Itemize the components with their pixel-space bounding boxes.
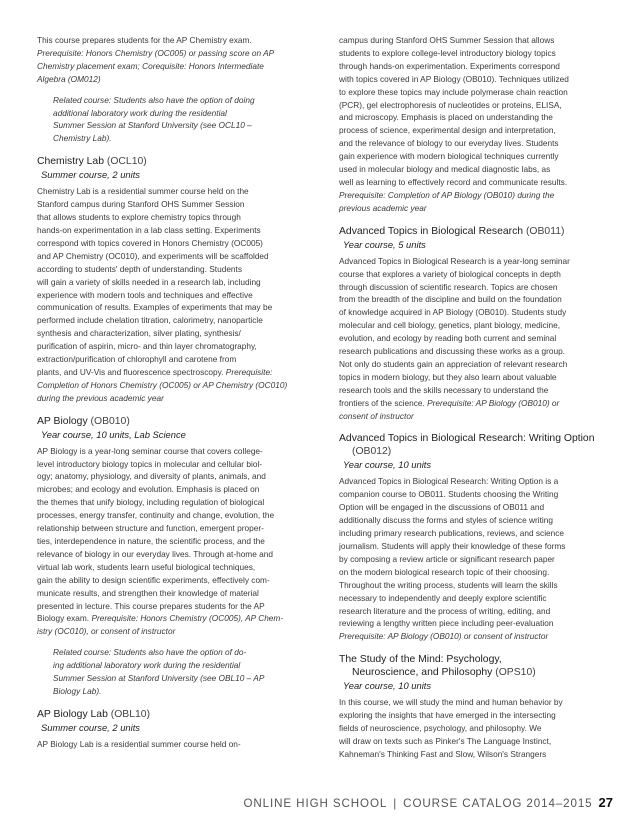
course-subtitle-study-of-mind: Year course, 10 units	[343, 680, 432, 692]
course-subtitle-writing-option: Year course, 10 units	[343, 459, 432, 471]
course-subtitle-ap-biology: Year course, 10 units, Lab Science	[41, 428, 186, 440]
course-title-study-of-mind: The Study of the Mind: Psychology, Neuroscience, and Philosophy (OPS10)	[339, 654, 536, 679]
course-body-study-of-mind: In this course, we will study the mind and human behavior by exploring the insights that have emerged in the intersecting fields of neuroscience, psychology, and philosophy. We will draw on texts such as Pinker's The Language Instinct, Kahneman's Thinking Fast and Slow, Wilson's Strangers	[339, 697, 563, 759]
course-body-continued: campus during Stanford OHS Summer Session that allows students to explore college-level introductory biology topics through hands-on experimentation. Experiments correspond with topics covered in AP Biology (OB010). Techniques utilized to explore these topics may include polymerase chain reaction (PCR), gel electrophoresis of nucleotides or proteins, ELISA, and microscopy. Emphasis is placed on understanding the process of science, experimental design and interpretation, and the relevance of biology to our everyday lives. Students gain experience with modern biological techniques currently used in molecular biology and medical diagnostic labs, as well as learning to effectively record and communicate results. Prerequisite: Completion of AP Biology (OB010) during the previous academic year	[339, 35, 569, 213]
page-footer	[243, 795, 613, 810]
course-title-ap-biology: AP Biology (OB010)	[37, 415, 130, 427]
course-subtitle-ap-biology-lab: Summer course, 2 units	[41, 721, 140, 733]
course-body-advanced-topics: Advanced Topics in Biological Research is a year-long seminar course that explores a variety of biological concepts in depth through discussion of scientific research. Topics are chosen from the breadth of the discipline and build on the foundation of knowledge acquired in AP Biology (OB010). Students study molecular and cell biology, genetics, plant biology, medicine, evolution, and ecology by reading both current and seminal research publications and discussing these works as a group. Not only do students gain an appreciation of relevant research topics in modern biology, but they also learn about valuable research tools and the skills necessary to understand the frontiers of the science. Prerequisite: AP Biology (OB010) or consent of instructor	[339, 255, 570, 421]
related-course-note: Related course: Students also have the option of doing additional laboratory work during the residential Summer Session at Stanford University (see OCL10 – Chemistry Lab).	[53, 94, 255, 144]
course-title-advanced-topics: Advanced Topics in Biological Research (OB011)	[339, 225, 565, 237]
course-subtitle-advanced-topics: Year course, 5 units	[343, 238, 426, 250]
left-column	[37, 34, 295, 751]
right-column	[339, 34, 597, 761]
course-subtitle-chemistry-lab: Summer course, 2 units	[41, 169, 140, 181]
course-title-chemistry-lab: Chemistry Lab (OCL10)	[37, 156, 147, 168]
footer-separator: |	[393, 797, 398, 810]
course-title-ap-biology-lab: AP Biology Lab (OBL10)	[37, 708, 151, 720]
course-body-ap-biology-lab: AP Biology Lab is a residential summer course held on-	[37, 738, 241, 749]
footer-school: ONLINE HIGH SCHOOL	[243, 797, 388, 810]
course-body-chemistry-lab: Chemistry Lab is a residential summer course held on the Stanford campus during Stanford OHS Summer Session that allows students to explore chemistry topics through hands-on experimentation in a lab class setting. Experiments correspond with topics covered in Honors Chemistry (OC005) and AP Chemistry (OC010), and experiments will be scaffolded according to students' depth of understanding. Students will gain a variety of skills needed in a research lab, including experience with modern tools and techniques and effective communication of results. Examples of experiments that may be performed include chelation titration, calorimetry, nanoparticle synthesis and characterization, silver plating, synthesis/ purification of aspirin, micro- and thin layer chromatography, extraction/purification of chlorophyll and carotene from plants, and UV-Vis and fluorescence spectroscopy. Prerequisite: Completion of Honors Chemistry (OC005) or AP Chemistry (OC010) during the previous academic year	[37, 186, 288, 403]
intro-prerequisite: Prerequisite: Honors Chemistry (OC005) or passing score on AP Chemistry placement exam; Corequisite: Honors Intermediate Algebra (OM012)	[37, 47, 275, 84]
course-body-ap-biology: AP Biology is a year-long seminar course that covers college- level introductory biology topics in molecular and cellular biol- ogy; anatomy, physiology, and diversity of plants, animals, and microbes; and ecology and evolution. Emphasis is placed on the themes that unify biology, including regulation of biological processes, energy transfer, continuity and change, evolution, the relationship between structure and function, emergent proper- ties, interdependence in nature, the scientific process, and the relevance of biology in our everyday lives. Through at-home and virtual lab work, students learn useful biological techniques, gain the ability to design scientific experiments, effectively com- municate results, and strengthen their knowledge of material presented in lecture. This course prepares students for the AP Biology exam. Prerequisite: Honors Chemistry (OC005), AP Chem- istry (OC010), or consent of instructor	[37, 445, 284, 637]
intro-text: This course prepares students for the AP Chemistry exam.	[37, 35, 252, 45]
page-number: 27	[598, 795, 613, 810]
footer-catalog: COURSE CATALOG 2014–2015	[403, 797, 593, 810]
course-body-writing-option: Advanced Topics in Biological Research: Writing Option is a companion course to OB011. Students choosing the Writing Option will be engaged in the discussions of OB011 and additionally discuss the forms and styles of science writing including primary research publications, reviews, and science journalism. Students will apply their knowledge of these forms by composing a review article or significant research paper on the modern biological research topic of their choosing. Throughout the writing process, students will learn the skills necessary to independently and deeply explore scientific research literature and the process of writing, editing, and reviewing a lengthy written piece including peer-evaluation Prerequisite: AP Biology (OB010) or consent of instructor	[339, 476, 566, 642]
related-course-note-ap-biology: Related course: Students also have the option of do- ing additional laboratory work during the residential Summer Session at Stanford University (see OBL10 – AP Biology Lab).	[53, 647, 265, 696]
course-title-writing-option: Advanced Topics in Biological Research: Writing Option (OB012)	[339, 433, 595, 458]
